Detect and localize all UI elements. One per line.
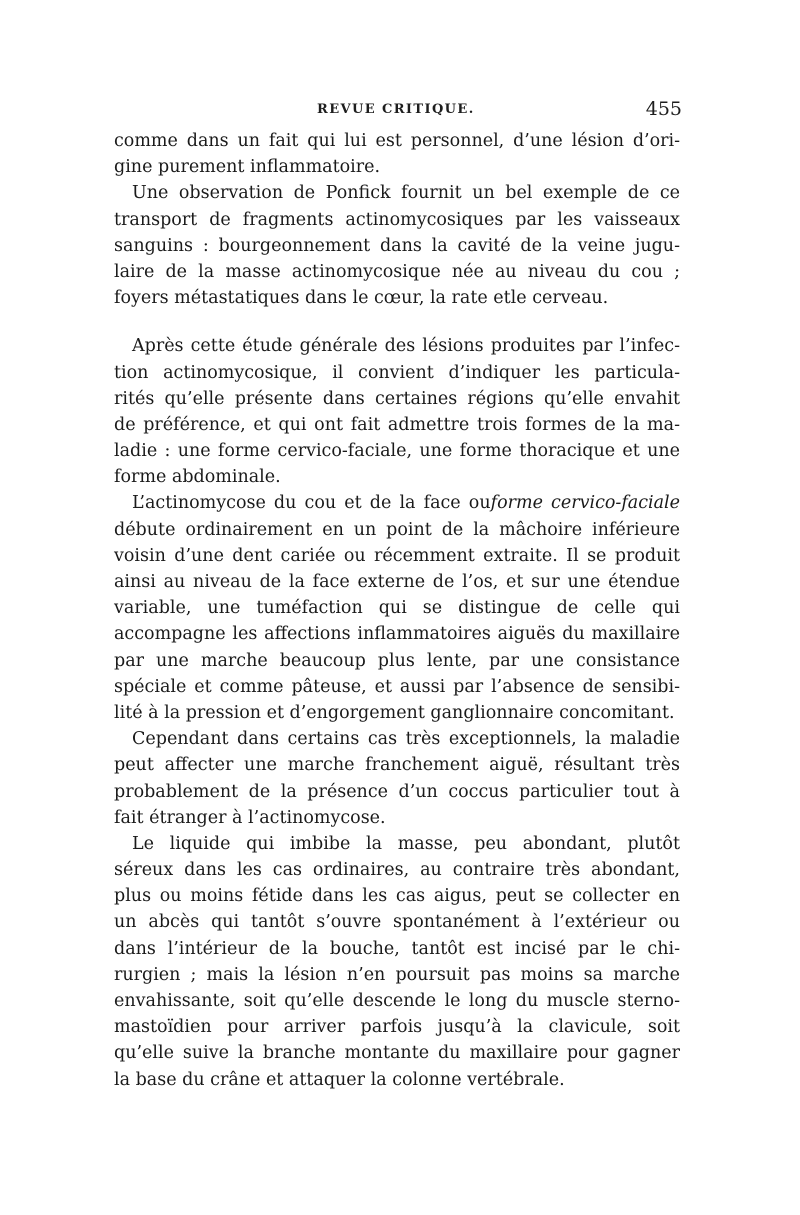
text-line: lité à la pression et d’engorgement ganglionnaire concomitant.: [114, 702, 675, 723]
text-line: gine purement inflammatoire.: [114, 157, 381, 178]
body-text: [114, 128, 680, 1093]
text-line: forme abdominale.: [114, 467, 281, 488]
text-line: ladie : une forme cervico-faciale, une forme thoracique et une: [114, 441, 680, 462]
text-line: qu’elle suive la branche montante du maxillaire pour gagner: [114, 1043, 680, 1064]
text-line: la base du crâne et attaquer la colonne vertébrale.: [114, 1069, 565, 1090]
text-line: sanguins : bourgeonnement dans la cavité de la veine jugu-: [114, 235, 680, 256]
text-line: laire de la masse actinomycosique née au niveau du cou ;: [114, 261, 680, 282]
text-line: débute ordinairement en un point de la mâchoire inférieure: [114, 519, 680, 540]
text-line: comme dans un fait qui lui est personnel, d’une lésion d’ori-: [114, 131, 680, 151]
text-line: Une observation de Ponfick fournit un bel exemple de ce: [132, 183, 680, 204]
paragraph: [114, 831, 680, 1093]
text-line: peut affecter une marche franchement aiguë, résultant très: [114, 755, 680, 776]
text-line: mastoïdien pour arriver parfois jusqu’à la clavicule, soit: [114, 1017, 680, 1038]
text-line: par une marche beaucoup plus lente, par une consistance: [114, 650, 680, 671]
text-line: Le liquide qui imbibe la masse, peu abondant, plutôt: [132, 833, 680, 854]
paragraph: [114, 726, 680, 831]
text-line: probablement de la présence d’un coccus particulier tout à: [114, 781, 680, 802]
text-run: L’actinomycose du cou et de la face ou: [132, 493, 491, 514]
text-line: de préférence, et qui ont fait admettre trois formes de la ma-: [114, 414, 680, 435]
text-line: variable, une tuméfaction qui se distingue de celle qui: [114, 598, 680, 619]
italic-term: forme cervico-faciale: [490, 493, 681, 514]
text-line: séreux dans les cas ordinaires, au contraire très abondant,: [114, 860, 680, 881]
page-number: 455: [645, 98, 682, 120]
paragraph: [114, 490, 680, 726]
text-line: fait étranger à l’actinomycose.: [114, 807, 386, 828]
text-line: Cependant dans certains cas très exceptionnels, la maladie: [132, 729, 680, 750]
text-line: rités qu’elle présente dans certaines régions qu’elle envahit: [114, 388, 680, 409]
running-title: REVUE CRITIQUE.: [317, 102, 475, 117]
text-line: un abcès qui tantôt s’ouvre spontanément à l’extérieur ou: [114, 912, 680, 933]
text-line: accompagne les affections inflammatoires aiguës du maxillaire: [114, 624, 680, 645]
text-line: voisin d’une dent cariée ou récemment extraite. Il se produit: [114, 545, 680, 566]
paragraph: [114, 333, 680, 490]
text-line: spéciale et comme pâteuse, et aussi par l’absence de sensibi-: [114, 676, 680, 697]
section-gap: [114, 311, 680, 333]
text-line: Après cette étude générale des lésions produites par l’infec-: [132, 336, 680, 357]
text-line: dans l’intérieur de la bouche, tantôt est incisé par le chi-: [114, 938, 680, 959]
text-line: [114, 490, 680, 516]
text-line: foyers métastatiques dans le cœur, la rate etle cerveau.: [114, 288, 609, 309]
paragraph: [114, 180, 680, 311]
page-header: [112, 98, 682, 124]
paragraph: [114, 128, 680, 180]
text-line: envahissante, soit qu’elle descende le long du muscle sterno-: [114, 991, 680, 1011]
text-line: rurgien ; mais la lésion n’en poursuit pas moins sa marche: [114, 964, 680, 985]
text-line: transport de fragments actinomycosiques par les vaisseaux: [114, 209, 680, 230]
text-line: ainsi au niveau de la face externe de l’os, et sur une étendue: [114, 572, 680, 592]
text-line: plus ou moins fétide dans les cas aigus, peut se collecter en: [114, 886, 680, 907]
text-line: tion actinomycosique, il convient d’indiquer les particula-: [114, 362, 680, 383]
